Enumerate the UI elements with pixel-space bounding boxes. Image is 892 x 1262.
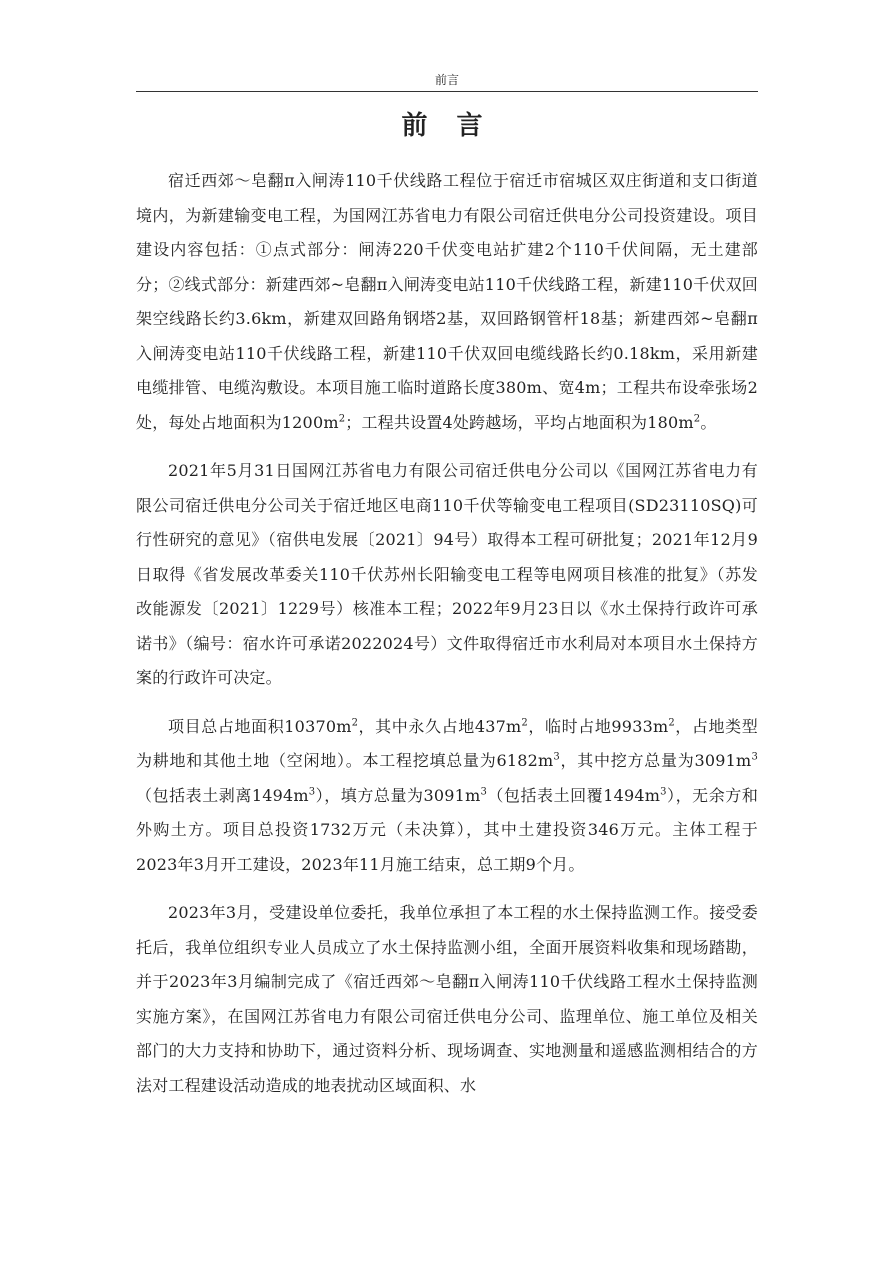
body-text bbox=[136, 164, 758, 1117]
superscript: 2 bbox=[351, 717, 359, 729]
page-title: 前 言 bbox=[401, 111, 493, 141]
text-run: （包括表土回覆1494m bbox=[487, 785, 661, 805]
text-run: ），填方总量为3091m bbox=[315, 785, 481, 805]
paragraph-4 bbox=[136, 896, 758, 1103]
text-run: ），无余方和外购土方。项目总投资1732万元（未决算），其中土建投资346万元。主体工程于2023年3月开工建设，2023年11月施工结束，总工期9个月。 bbox=[136, 785, 759, 874]
superscript: 3 bbox=[308, 786, 316, 798]
superscript: 3 bbox=[480, 786, 488, 798]
text-run: ，其中永久占地437m bbox=[358, 716, 522, 736]
header-rule bbox=[136, 91, 758, 92]
paragraph-2 bbox=[136, 454, 758, 696]
text-run: ，其中挖方总量为3091m bbox=[559, 751, 752, 770]
text-run: ，临时占地9933m bbox=[527, 716, 669, 736]
text-run: 2021年5月31日国网江苏省电力有限公司宿迁供电分公司以《国网江苏省电力有限公司宿迁供电分公司关于宿迁地区电商110千伏等输变电工程项目(SD23110SQ)可行性研究的意见》（宿供电发展〔2021〕94号）取得本工程可研批复；2021年12月9日取得《省发展改革委关110千伏苏州长阳输变电工程等电网项目核准的批复》（苏发改能源发〔2021〕1229号）核准本工程；2022年9月23日以《水土保持行政许可承诺书》（编号：宿水许可承诺2022024号）文件取得宿迁市水利局对本项目水土保持方案的行政许可决定。 bbox=[136, 461, 758, 687]
superscript: 2 bbox=[338, 413, 346, 425]
superscript: 2 bbox=[521, 717, 528, 729]
superscript: 3 bbox=[660, 786, 667, 798]
text-run: 2023年3月，受建设单位委托，我单位承担了本工程的水土保持监测工作。接受委托后，我单位组织专业人员成立了水土保持监测小组，全面开展资料收集和现场踏勘，并于2023年3月编制完成了《宿迁西郊～皂翻π入闸涛110千伏线路工程水土保持监测实施方案》，在国网江苏省电力有限公司宿迁供电分公司、监理单位、施工单位及相关部门的大力支持和协助下，通过资料分析、现场调查、实地测量和遥感监测相结合的方法对工程建设活动造成的地表扰动区域面积、水 bbox=[136, 903, 758, 1095]
running-header: 前言 bbox=[434, 73, 459, 87]
superscript: 3 bbox=[751, 751, 758, 763]
text-run: ；工程共设置4处跨越场，平均占地面积为180m bbox=[345, 412, 694, 432]
paragraph-1 bbox=[136, 164, 758, 440]
text-run: （包括表土剥离1494m bbox=[136, 785, 309, 805]
superscript: 3 bbox=[553, 751, 560, 763]
text-run: 项目总占地面积10370m bbox=[168, 716, 352, 736]
superscript: 2 bbox=[693, 413, 701, 425]
text-run: 。 bbox=[700, 412, 717, 432]
text-run: ，占地类型为耕地和其他土地（空闲地）。本工程挖填总量为6182m bbox=[136, 716, 758, 770]
text-run: 宿迁西郊～皂翻π入闸涛110千伏线路工程位于宿迁市宿城区双庄街道和支口街道境内，为新建输变电工程，为国网江苏省电力有限公司宿迁供电分公司投资建设。项目建设内容包括：①点式部分：闸涛220千伏变电站扩建2个110千伏间隔，无土建部分；②线式部分：新建西郊~皂翻π入闸涛变电站110千伏线路工程，新建110千伏双回架空线路长约3.6km，新建双回路角钢塔2基，双回路钢管杆18基；新建西郊~皂翻π入闸涛变电站110千伏线路工程，新建110千伏双回电缆线路长约0.18km，采用新建电缆排管、电缆沟敷设。本项目施工临时道路长度380m、宽4m；工程共布设牵张场2处，每处占地面积为1200m bbox=[136, 171, 758, 432]
superscript: 2 bbox=[668, 717, 675, 729]
paragraph-3 bbox=[136, 710, 758, 883]
